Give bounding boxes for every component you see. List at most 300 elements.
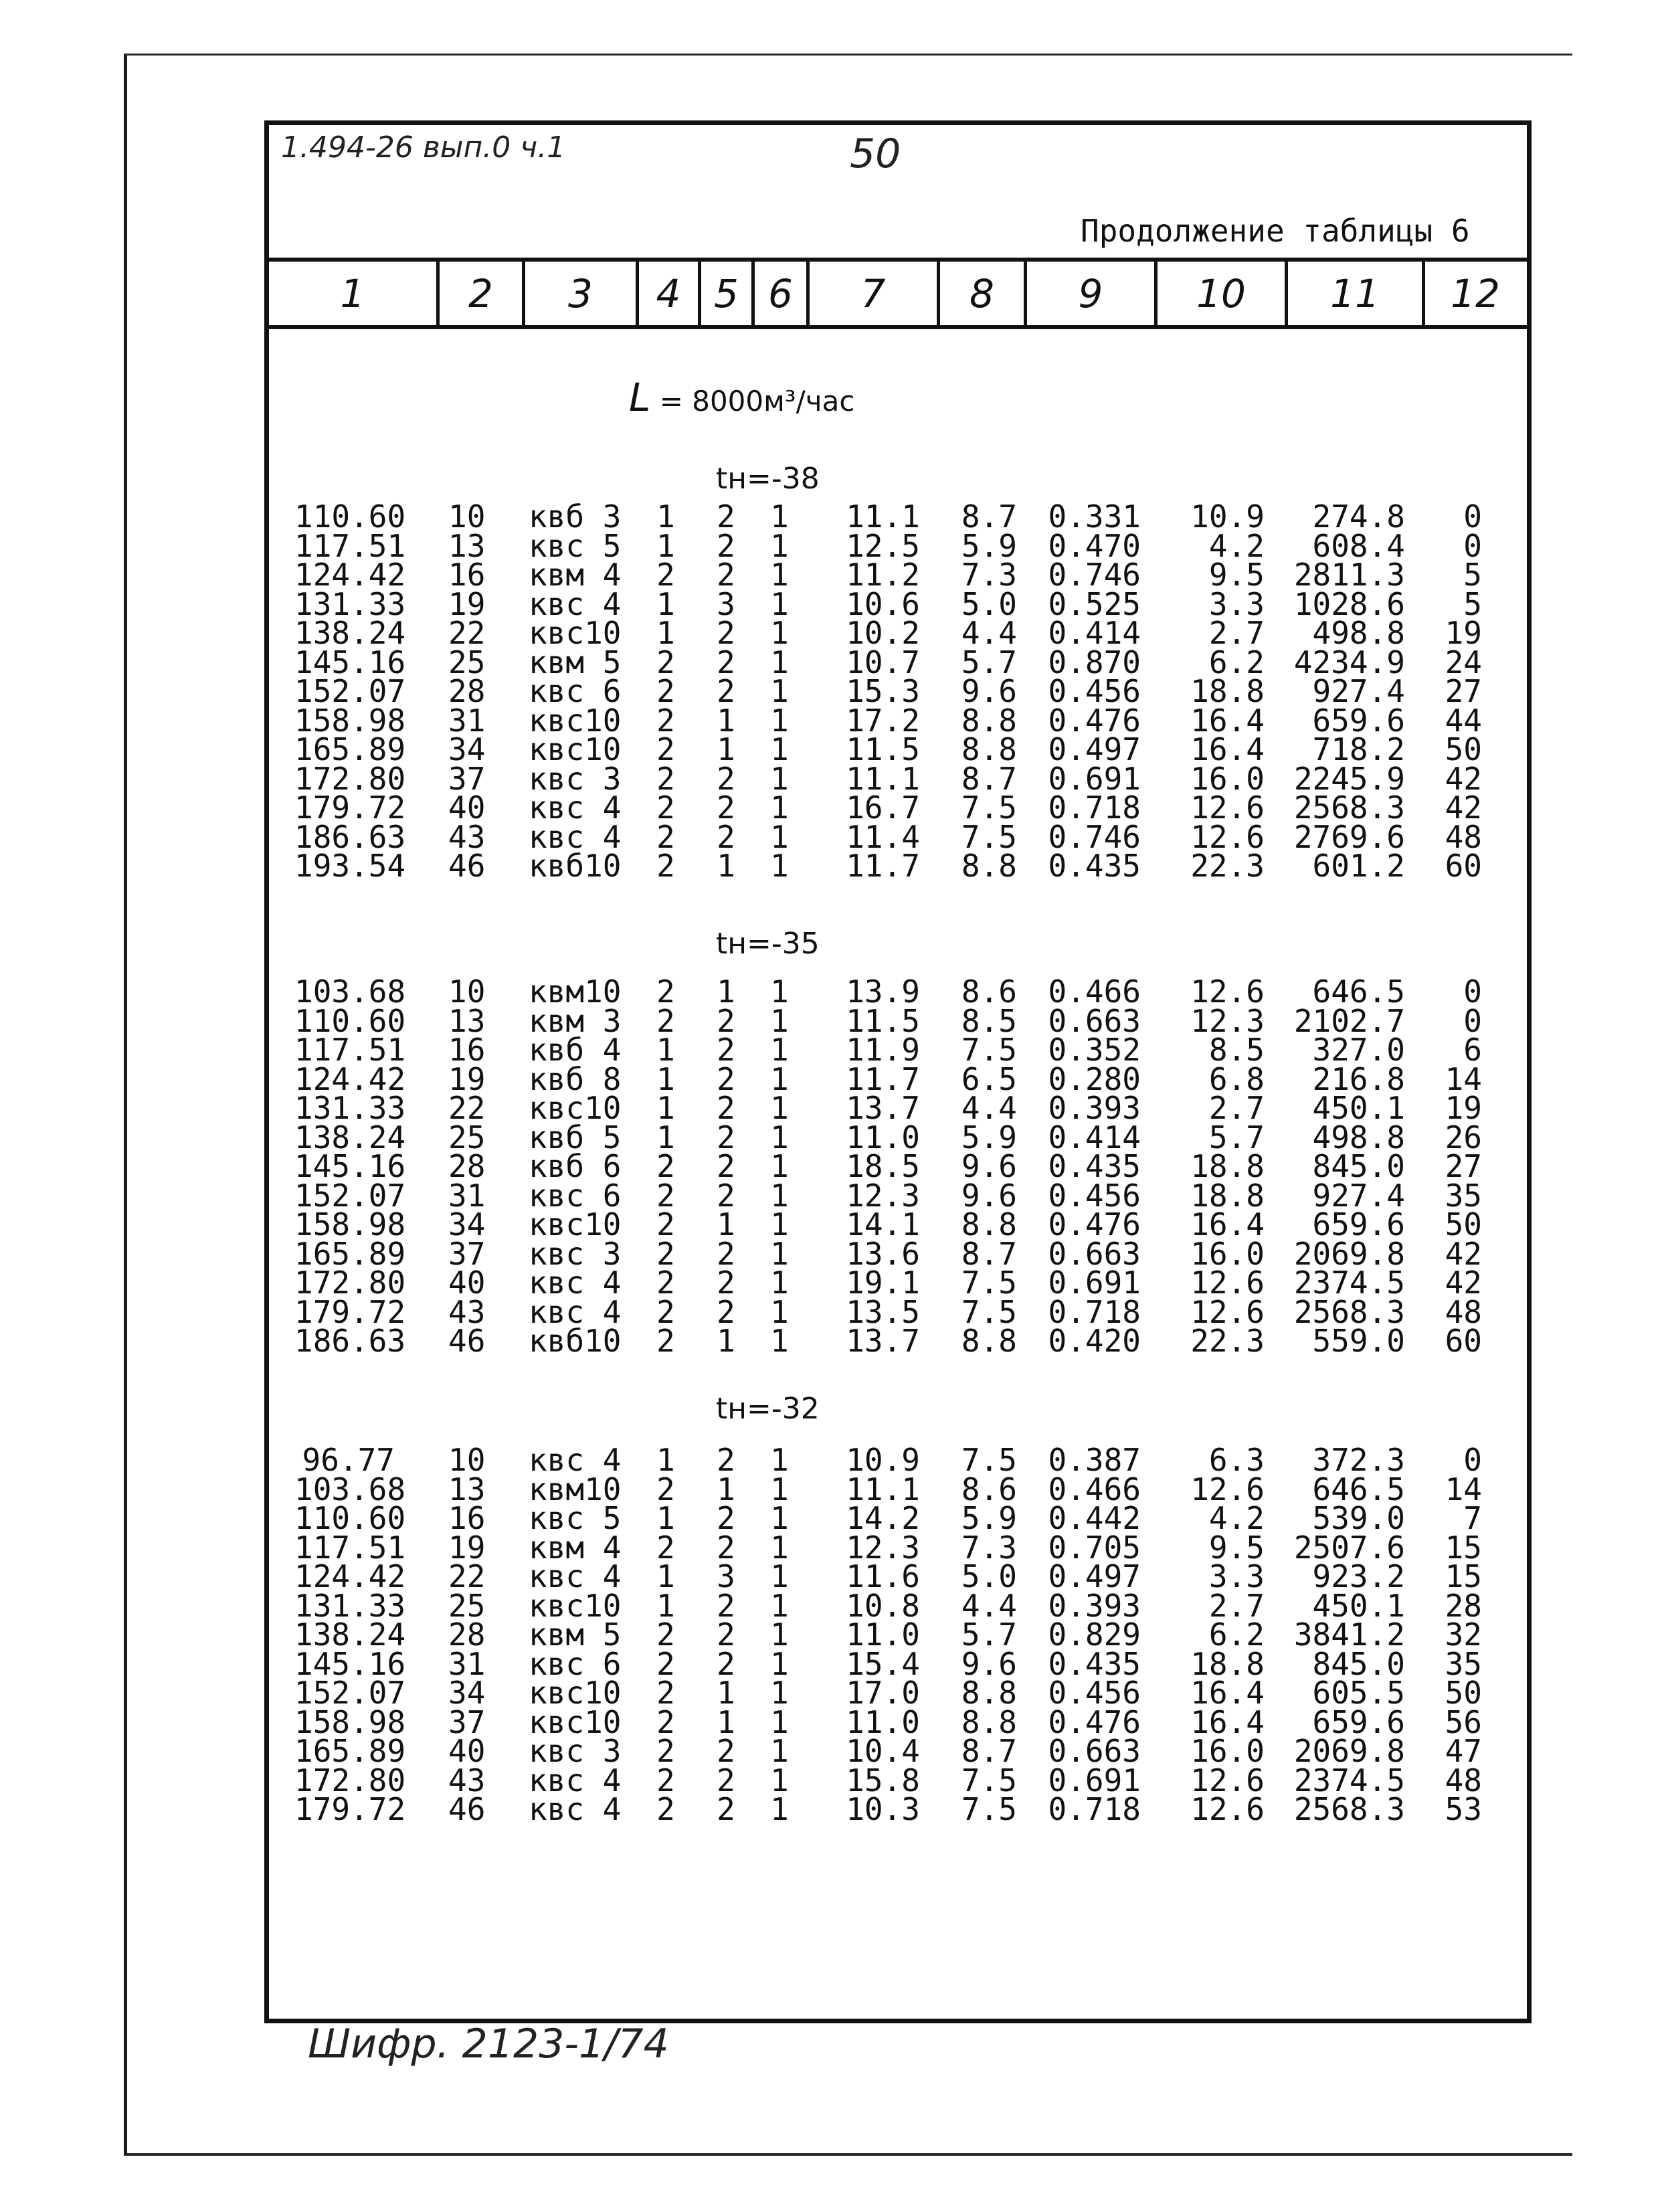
table-cell-col11: 2069.8 xyxy=(1293,1235,1405,1272)
table-cell-col4: 2 xyxy=(656,974,675,1010)
table-cell-col1: 172.80 xyxy=(294,760,406,797)
table-cell-col4: 1 xyxy=(656,1500,675,1536)
table-cell-col11: 2102.7 xyxy=(1293,1002,1405,1039)
table-cell-col12: 15 xyxy=(1445,1558,1482,1594)
table-cell-col3: квс10 xyxy=(529,731,622,767)
table-cell-col7: 12.3 xyxy=(846,1177,920,1214)
table-cell-col2: 13 xyxy=(448,527,486,564)
formula-symbol: L xyxy=(629,375,651,420)
table-cell-col1: 131.33 xyxy=(294,1587,406,1624)
table-cell-col3: квб 3 xyxy=(529,498,622,535)
table-cell-col11: 450.1 xyxy=(1312,1090,1405,1126)
table-cell-col3: квс 3 xyxy=(529,1733,622,1769)
table-cell-col6: 1 xyxy=(770,557,789,593)
table-cell-col7: 13.7 xyxy=(846,1323,920,1359)
table-cell-col11: 2069.8 xyxy=(1293,1733,1405,1769)
table-cell-col1: 145.16 xyxy=(294,1645,406,1682)
table-cell-col3: квс10 xyxy=(529,1090,622,1126)
table-cell-col5: 2 xyxy=(717,1177,735,1214)
table-cell-col10: 12.6 xyxy=(1190,1265,1265,1301)
table-cell-col6: 1 xyxy=(770,1002,789,1039)
table-cell-col2: 19 xyxy=(448,1529,486,1566)
table-cell-col5: 2 xyxy=(717,790,735,826)
table-cell-col2: 19 xyxy=(448,585,486,622)
table-cell-col7: 11.7 xyxy=(846,848,920,884)
table-cell-col12: 27 xyxy=(1445,1148,1482,1184)
table-cell-col6: 1 xyxy=(770,1617,789,1653)
table-cell-col10: 4.2 xyxy=(1208,1500,1265,1536)
table-cell-col1: 103.68 xyxy=(294,1471,406,1507)
table-cell-col3: квм 3 xyxy=(529,1002,622,1039)
table-cell-col12: 5 xyxy=(1463,557,1482,593)
table-cell-col11: 659.6 xyxy=(1312,1703,1405,1740)
table-cell-col9: 0.691 xyxy=(1048,1762,1141,1799)
table-cell-col11: 327.0 xyxy=(1312,1032,1405,1068)
table-cell-col2: 40 xyxy=(448,1265,486,1301)
table-cell-col3: квс10 xyxy=(529,1675,622,1711)
table-cell-col4: 2 xyxy=(656,760,675,797)
table-cell-col1: 117.51 xyxy=(294,527,406,564)
table-cell-col8: 9.6 xyxy=(961,1148,1017,1184)
table-cell-col6: 1 xyxy=(770,1703,789,1740)
table-cell-col4: 2 xyxy=(656,1675,675,1711)
table-cell-col12: 14 xyxy=(1445,1061,1482,1097)
table-cell-col1: 131.33 xyxy=(294,585,406,622)
table-cell-col6: 1 xyxy=(770,585,789,622)
table-cell-col7: 10.9 xyxy=(846,1442,920,1478)
table-cell-col12: 48 xyxy=(1445,1762,1482,1799)
column-header-row xyxy=(269,258,1527,329)
table-cell-col3: квс 4 xyxy=(529,818,622,855)
table-cell-col11: 1028.6 xyxy=(1293,585,1405,622)
table-cell-col12: 7 xyxy=(1463,1500,1482,1536)
table-cell-col1: 138.24 xyxy=(294,1617,406,1653)
table-cell-col8: 7.5 xyxy=(961,1442,1017,1478)
table-cell-col6: 1 xyxy=(770,1206,789,1242)
table-cell-col2: 43 xyxy=(448,1762,486,1799)
table-cell-col5: 2 xyxy=(717,1148,735,1184)
table-cell-col1: 124.42 xyxy=(294,1061,406,1097)
table-cell-col3: квм 4 xyxy=(529,557,622,593)
table-cell-col8: 8.7 xyxy=(961,1235,1017,1272)
table-cell-col6: 1 xyxy=(770,848,789,884)
table-cell-col6: 1 xyxy=(770,673,789,709)
table-cell-col6: 1 xyxy=(770,1500,789,1536)
table-cell-col5: 1 xyxy=(717,702,735,739)
table-cell-col3: квб10 xyxy=(529,848,622,884)
table-cell-col8: 7.3 xyxy=(961,1529,1017,1566)
table-cell-col1: 172.80 xyxy=(294,1265,406,1301)
table-cell-col1: 145.16 xyxy=(294,1148,406,1184)
table-cell-col11: 2245.9 xyxy=(1293,760,1405,797)
table-cell-col11: 845.0 xyxy=(1312,1148,1405,1184)
table-cell-col2: 34 xyxy=(448,1675,486,1711)
table-cell-col12: 42 xyxy=(1445,790,1482,826)
table-cell-col2: 46 xyxy=(448,1323,486,1359)
table-cell-col12: 32 xyxy=(1445,1617,1482,1653)
table-cell-col3: квм 4 xyxy=(529,1529,622,1566)
table-cell-col9: 0.691 xyxy=(1048,760,1141,797)
table-cell-col1: 158.98 xyxy=(294,1206,406,1242)
table-cell-col6: 1 xyxy=(770,1471,789,1507)
table-cell-col3: квс 6 xyxy=(529,1645,622,1682)
table-cell-col3: квс10 xyxy=(529,702,622,739)
table-cell-col1: 117.51 xyxy=(294,1529,406,1566)
table-cell-col9: 0.476 xyxy=(1048,702,1141,739)
table-cell-col2: 25 xyxy=(448,1587,486,1624)
table-cell-col9: 0.393 xyxy=(1048,1587,1141,1624)
table-cell-col2: 34 xyxy=(448,1206,486,1242)
table-cell-col4: 2 xyxy=(656,1703,675,1740)
table-cell-col1: 186.63 xyxy=(294,818,406,855)
table-cell-col10: 2.7 xyxy=(1208,1090,1265,1126)
table-cell-col6: 1 xyxy=(770,1733,789,1769)
table-cell-col9: 0.456 xyxy=(1048,1177,1141,1214)
table-cell-col12: 15 xyxy=(1445,1529,1482,1566)
table-cell-col3: квс10 xyxy=(529,1206,622,1242)
table-cell-col10: 2.7 xyxy=(1208,615,1265,651)
table-cell-col2: 13 xyxy=(448,1002,486,1039)
table-cell-col7: 13.5 xyxy=(846,1293,920,1330)
table-cell-col7: 14.2 xyxy=(846,1500,920,1536)
table-cell-col7: 11.5 xyxy=(846,1002,920,1039)
table-cell-col11: 2568.3 xyxy=(1293,1293,1405,1330)
table-cell-col9: 0.746 xyxy=(1048,557,1141,593)
table-cell-col4: 2 xyxy=(656,1323,675,1359)
table-cell-col5: 2 xyxy=(717,1733,735,1769)
table-cell-col1: 165.89 xyxy=(294,731,406,767)
table-cell-col2: 40 xyxy=(448,1733,486,1769)
table-cell-col2: 13 xyxy=(448,1471,486,1507)
table-cell-col7: 12.3 xyxy=(846,1529,920,1566)
table-cell-col12: 53 xyxy=(1445,1791,1482,1827)
table-cell-col8: 8.5 xyxy=(961,1002,1017,1039)
table-cell-col2: 28 xyxy=(448,673,486,709)
table-cell-col10: 18.8 xyxy=(1190,1177,1265,1214)
table-cell-col8: 8.7 xyxy=(961,498,1017,535)
table-cell-col7: 10.2 xyxy=(846,615,920,651)
table-cell-col1: 124.42 xyxy=(294,1558,406,1594)
table-cell-col5: 2 xyxy=(717,498,735,535)
table-cell-col10: 6.2 xyxy=(1208,644,1265,680)
table-cell-col4: 1 xyxy=(656,1587,675,1624)
table-cell-col10: 16.0 xyxy=(1190,1235,1265,1272)
table-cell-col3: квм10 xyxy=(529,1471,622,1507)
table-cell-col5: 2 xyxy=(717,1762,735,1799)
table-cell-col6: 1 xyxy=(770,1148,789,1184)
table-cell-col11: 498.8 xyxy=(1312,1119,1405,1156)
table-cell-col10: 18.8 xyxy=(1190,673,1265,709)
table-cell-col2: 10 xyxy=(448,974,486,1010)
table-cell-col5: 2 xyxy=(717,1617,735,1653)
table-cell-col12: 47 xyxy=(1445,1733,1482,1769)
table-cell-col4: 2 xyxy=(656,673,675,709)
table-cell-col5: 2 xyxy=(717,1032,735,1068)
table-cell-col10: 9.5 xyxy=(1208,557,1265,593)
table-cell-col4: 1 xyxy=(656,1442,675,1478)
table-cell-col5: 2 xyxy=(717,557,735,593)
table-cell-col8: 7.3 xyxy=(961,557,1017,593)
table-cell-col3: квс10 xyxy=(529,1703,622,1740)
table-cell-col10: 18.8 xyxy=(1190,1148,1265,1184)
table-cell-col11: 605.5 xyxy=(1312,1675,1405,1711)
table-cell-col3: квм 5 xyxy=(529,644,622,680)
table-cell-col9: 0.746 xyxy=(1048,818,1141,855)
table-cell-col3: квс 3 xyxy=(529,760,622,797)
table-cell-col3: квс 4 xyxy=(529,790,622,826)
table-cell-col10: 12.6 xyxy=(1190,1293,1265,1330)
table-cell-col2: 28 xyxy=(448,1617,486,1653)
table-cell-col6: 1 xyxy=(770,1032,789,1068)
table-cell-col7: 15.8 xyxy=(846,1762,920,1799)
table-cell-col6: 1 xyxy=(770,1645,789,1682)
table-cell-col7: 11.4 xyxy=(846,818,920,855)
table-cell-col12: 0 xyxy=(1463,527,1482,564)
table-cell-col1: 138.24 xyxy=(294,1119,406,1156)
table-cell-col5: 2 xyxy=(717,1119,735,1156)
table-cell-col8: 5.0 xyxy=(961,585,1017,622)
table-cell-col6: 1 xyxy=(770,644,789,680)
table-cell-col2: 34 xyxy=(448,731,486,767)
table-cell-col7: 10.4 xyxy=(846,1733,920,1769)
table-cell-col3: квс 6 xyxy=(529,673,622,709)
table-cell-col11: 2769.6 xyxy=(1293,818,1405,855)
table-cell-col2: 10 xyxy=(448,1442,486,1478)
column-header-9: 9 xyxy=(1027,262,1158,325)
table-cell-col1: 138.24 xyxy=(294,615,406,651)
table-cell-col10: 4.2 xyxy=(1208,527,1265,564)
table-cell-col6: 1 xyxy=(770,1675,789,1711)
table-cell-col9: 0.414 xyxy=(1048,615,1141,651)
table-cell-col2: 25 xyxy=(448,1119,486,1156)
table-cell-col9: 0.663 xyxy=(1048,1733,1141,1769)
table-cell-col4: 2 xyxy=(656,1148,675,1184)
table-cell-col9: 0.718 xyxy=(1048,790,1141,826)
table-cell-col4: 2 xyxy=(656,1293,675,1330)
table-cell-col8: 7.5 xyxy=(961,1265,1017,1301)
table-cell-col11: 2568.3 xyxy=(1293,1791,1405,1827)
table-cell-col3: квс 3 xyxy=(529,1235,622,1272)
table-cell-col6: 1 xyxy=(770,1119,789,1156)
table-cell-col9: 0.705 xyxy=(1048,1529,1141,1566)
table-cell-col10: 5.7 xyxy=(1208,1119,1265,1156)
table-cell-col10: 22.3 xyxy=(1190,848,1265,884)
table-cell-col6: 1 xyxy=(770,1061,789,1097)
table-cell-col11: 659.6 xyxy=(1312,702,1405,739)
table-cell-col10: 22.3 xyxy=(1190,1323,1265,1359)
table-cell-col10: 3.3 xyxy=(1208,585,1265,622)
table-cell-col2: 22 xyxy=(448,615,486,651)
table-cell-col8: 7.5 xyxy=(961,818,1017,855)
table-cell-col2: 43 xyxy=(448,818,486,855)
table-cell-col2: 37 xyxy=(448,1703,486,1740)
table-cell-col11: 927.4 xyxy=(1312,1177,1405,1214)
table-cell-col6: 1 xyxy=(770,1442,789,1478)
table-cell-col8: 8.8 xyxy=(961,731,1017,767)
table-cell-col8: 8.8 xyxy=(961,1206,1017,1242)
table-cell-col5: 2 xyxy=(717,1090,735,1126)
table-cell-col6: 1 xyxy=(770,1587,789,1624)
table-cell-col6: 1 xyxy=(770,818,789,855)
table-cell-col5: 2 xyxy=(717,1265,735,1301)
table-cell-col11: 845.0 xyxy=(1312,1645,1405,1682)
table-cell-col2: 28 xyxy=(448,1148,486,1184)
column-header-5: 5 xyxy=(701,262,755,325)
table-cell-col6: 1 xyxy=(770,498,789,535)
table-cell-col8: 5.7 xyxy=(961,644,1017,680)
table-cell-col12: 56 xyxy=(1445,1703,1482,1740)
table-cell-col3: квб 5 xyxy=(529,1119,622,1156)
table-cell-col10: 6.8 xyxy=(1208,1061,1265,1097)
table-cell-col9: 0.466 xyxy=(1048,974,1141,1010)
table-cell-col3: квс 5 xyxy=(529,527,622,564)
table-cell-col2: 16 xyxy=(448,1500,486,1536)
table-cell-col1: 124.42 xyxy=(294,557,406,593)
table-cell-col1: 96.77 xyxy=(302,1442,395,1478)
table-cell-col12: 48 xyxy=(1445,1293,1482,1330)
table-cell-col8: 5.9 xyxy=(961,1119,1017,1156)
table-cell-col7: 13.9 xyxy=(846,974,920,1010)
table-cell-col5: 1 xyxy=(717,1206,735,1242)
table-cell-col9: 0.393 xyxy=(1048,1090,1141,1126)
table-cell-col12: 27 xyxy=(1445,673,1482,709)
table-cell-col7: 10.8 xyxy=(846,1587,920,1624)
table-cell-col8: 8.7 xyxy=(961,1733,1017,1769)
table-cell-col3: квб10 xyxy=(529,1323,622,1359)
table-cell-col11: 927.4 xyxy=(1312,673,1405,709)
table-cell-col10: 6.3 xyxy=(1208,1442,1265,1478)
table-cell-col4: 1 xyxy=(656,1119,675,1156)
table-cell-col5: 1 xyxy=(717,1703,735,1740)
table-cell-col10: 12.3 xyxy=(1190,1002,1265,1039)
table-cell-col10: 12.6 xyxy=(1190,818,1265,855)
continuation-label: Продолжение таблицы 6 xyxy=(1081,213,1470,249)
table-cell-col1: 158.98 xyxy=(294,702,406,739)
table-cell-col11: 216.8 xyxy=(1312,1061,1405,1097)
table-cell-col1: 165.89 xyxy=(294,1733,406,1769)
table-cell-col6: 1 xyxy=(770,1762,789,1799)
table-cell-col12: 42 xyxy=(1445,760,1482,797)
table-cell-col2: 46 xyxy=(448,1791,486,1827)
table-cell-col11: 559.0 xyxy=(1312,1323,1405,1359)
table-cell-col12: 60 xyxy=(1445,1323,1482,1359)
table-cell-col8: 6.5 xyxy=(961,1061,1017,1097)
table-cell-col8: 8.7 xyxy=(961,760,1017,797)
table-cell-col3: квс 4 xyxy=(529,1791,622,1827)
table-cell-col2: 40 xyxy=(448,790,486,826)
table-cell-col11: 2568.3 xyxy=(1293,790,1405,826)
table-cell-col10: 12.6 xyxy=(1190,1762,1265,1799)
table-cell-col7: 11.1 xyxy=(846,1471,920,1507)
table-cell-col3: квс 4 xyxy=(529,1762,622,1799)
table-cell-col11: 2507.6 xyxy=(1293,1529,1405,1566)
table-cell-col4: 1 xyxy=(656,498,675,535)
table-cell-col12: 14 xyxy=(1445,1471,1482,1507)
table-cell-col1: 131.33 xyxy=(294,1090,406,1126)
table-cell-col6: 1 xyxy=(770,1558,789,1594)
table-cell-col12: 35 xyxy=(1445,1177,1482,1214)
table-cell-col9: 0.435 xyxy=(1048,848,1141,884)
table-cell-col2: 46 xyxy=(448,848,486,884)
table-cell-col7: 11.9 xyxy=(846,1032,920,1068)
cipher-label: Шифр. 2123-1/74 xyxy=(308,2021,669,2067)
table-cell-col7: 11.7 xyxy=(846,1061,920,1097)
table-cell-col3: квс10 xyxy=(529,1587,622,1624)
table-cell-col5: 1 xyxy=(717,1471,735,1507)
table-cell-col6: 1 xyxy=(770,1323,789,1359)
table-cell-col11: 718.2 xyxy=(1312,731,1405,767)
table-cell-col5: 2 xyxy=(717,644,735,680)
table-cell-col8: 8.8 xyxy=(961,1703,1017,1740)
table-cell-col1: 179.72 xyxy=(294,1791,406,1827)
table-cell-col11: 2811.3 xyxy=(1293,557,1405,593)
column-header-6: 6 xyxy=(755,262,810,325)
table-cell-col8: 9.6 xyxy=(961,673,1017,709)
table-cell-col5: 2 xyxy=(717,1002,735,1039)
table-cell-col1: 179.72 xyxy=(294,790,406,826)
table-cell-col10: 8.5 xyxy=(1208,1032,1265,1068)
column-header-4: 4 xyxy=(639,262,701,325)
table-cell-col8: 7.5 xyxy=(961,1762,1017,1799)
table-cell-col12: 6 xyxy=(1463,1032,1482,1068)
column-header-3: 3 xyxy=(525,262,639,325)
table-cell-col12: 50 xyxy=(1445,731,1482,767)
table-cell-col8: 8.8 xyxy=(961,848,1017,884)
table-cell-col5: 2 xyxy=(717,1235,735,1272)
table-cell-col4: 1 xyxy=(656,1032,675,1068)
table-cell-col1: 103.68 xyxy=(294,974,406,1010)
table-cell-col12: 26 xyxy=(1445,1119,1482,1156)
table-cell-col12: 28 xyxy=(1445,1587,1482,1624)
table-cell-col8: 4.4 xyxy=(961,1090,1017,1126)
table-cell-col7: 19.1 xyxy=(846,1265,920,1301)
table-cell-col4: 1 xyxy=(656,585,675,622)
table-cell-col2: 31 xyxy=(448,1645,486,1682)
table-cell-col2: 37 xyxy=(448,760,486,797)
table-cell-col1: 110.60 xyxy=(294,1002,406,1039)
table-cell-col9: 0.525 xyxy=(1048,585,1141,622)
table-cell-col12: 0 xyxy=(1463,974,1482,1010)
table-cell-col9: 0.435 xyxy=(1048,1645,1141,1682)
table-cell-col12: 60 xyxy=(1445,848,1482,884)
table-cell-col12: 5 xyxy=(1463,585,1482,622)
table-cell-col5: 2 xyxy=(717,1500,735,1536)
table-cell-col11: 372.3 xyxy=(1312,1442,1405,1478)
section-title: tн=-38 xyxy=(716,462,820,496)
table-cell-col9: 0.387 xyxy=(1048,1442,1141,1478)
table-cell-col9: 0.663 xyxy=(1048,1235,1141,1272)
table-cell-col1: 165.89 xyxy=(294,1235,406,1272)
table-cell-col3: квм10 xyxy=(529,974,622,1010)
table-cell-col4: 1 xyxy=(656,1090,675,1126)
table-cell-col1: 186.63 xyxy=(294,1323,406,1359)
table-cell-col7: 15.3 xyxy=(846,673,920,709)
table-cell-col7: 15.4 xyxy=(846,1645,920,1682)
table-cell-col5: 2 xyxy=(717,1791,735,1827)
table-cell-col7: 10.3 xyxy=(846,1791,920,1827)
table-cell-col11: 646.5 xyxy=(1312,974,1405,1010)
table-cell-col11: 498.8 xyxy=(1312,615,1405,651)
document-code: 1.494-26 вып.0 ч.1 xyxy=(281,130,566,165)
table-cell-col2: 16 xyxy=(448,1032,486,1068)
table-cell-col7: 11.0 xyxy=(846,1703,920,1740)
table-cell-col6: 1 xyxy=(770,1090,789,1126)
table-cell-col6: 1 xyxy=(770,702,789,739)
table-cell-col11: 2374.5 xyxy=(1293,1265,1405,1301)
table-cell-col3: квб 6 xyxy=(529,1148,622,1184)
table-cell-col4: 2 xyxy=(656,1206,675,1242)
table-cell-col12: 0 xyxy=(1463,1442,1482,1478)
